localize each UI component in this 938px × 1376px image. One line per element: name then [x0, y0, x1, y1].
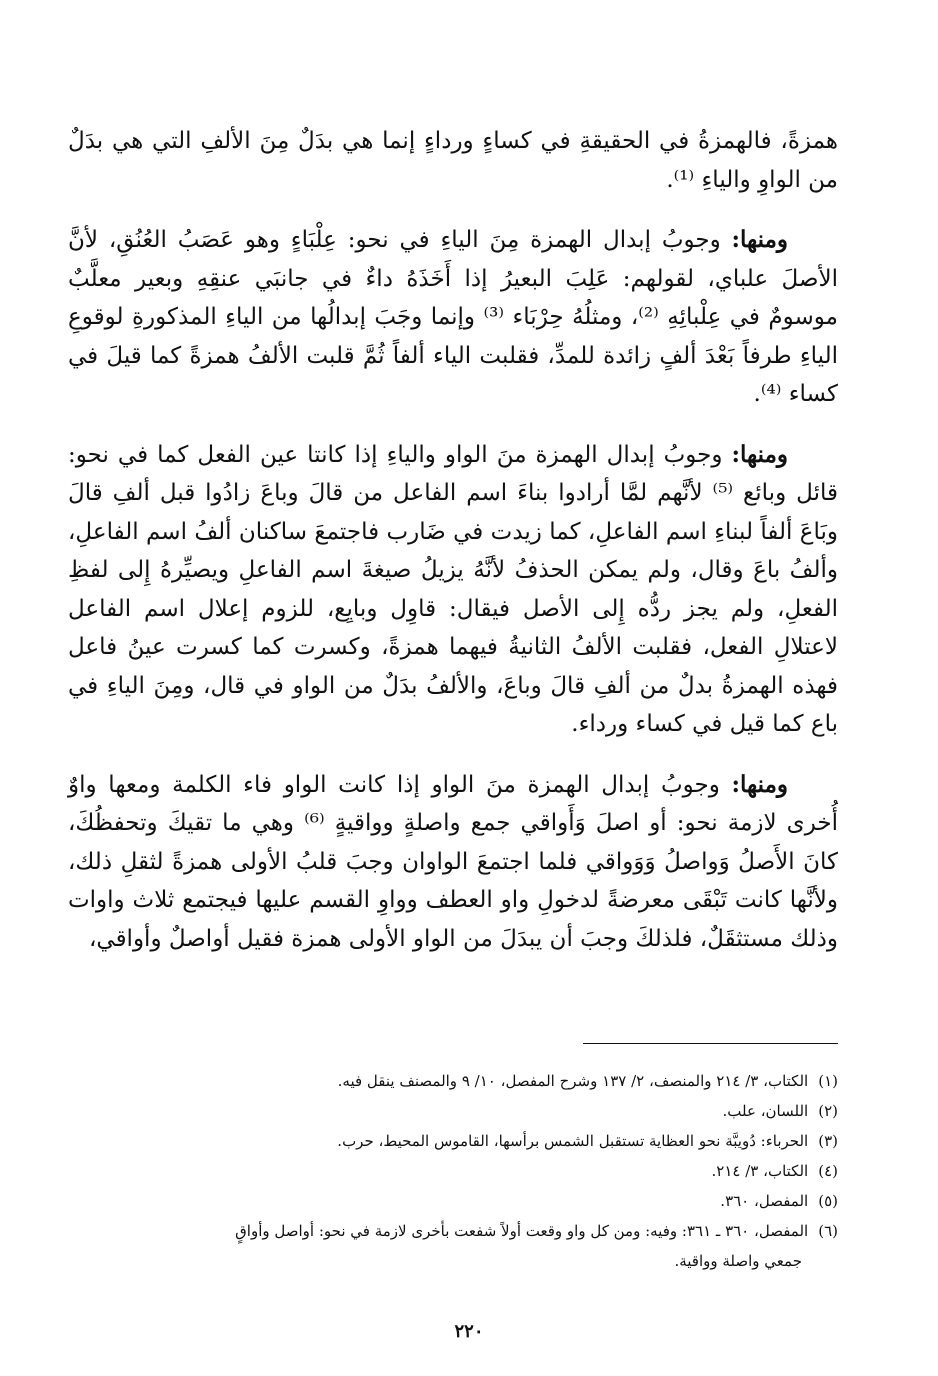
page-number: ٢٢٠	[454, 1321, 484, 1342]
footnote-5	[60, 1186, 838, 1216]
paragraph-1-text: همزةً، فالهمزةُ في الحقيقةِ في كساءٍ ورداءٍ إنما هي بدَلٌ مِنَ الألفِ التي هي بدَلٌ من الواوِ والياءِ ⁽¹⁾.	[68, 128, 838, 193]
footnote-text: الحرباء: دُويبَّة نحو العظاية تستقبل الشمس برأسها، القاموس المحيط، حرب.	[337, 1132, 809, 1150]
footnote-text: الكتاب، ٣/ ٢١٤ والمنصف، ٢/ ١٣٧ وشرح المفصل، ١٠/ ٩ والمصنف ينقل فيه.	[337, 1072, 809, 1090]
footnote-divider	[583, 1043, 838, 1044]
paragraph-3-lead: ومنها:	[731, 440, 788, 468]
footnote-6	[60, 1216, 838, 1276]
paragraph-4-lead: ومنها:	[731, 770, 788, 798]
footnote-number: (٥)	[818, 1192, 838, 1210]
footnote-4	[60, 1156, 838, 1186]
paragraph-2	[68, 221, 838, 414]
footnote-text: المفصل، ٣٦٠.	[720, 1192, 809, 1210]
footnote-text: المفصل، ٣٦٠ ـ ٣٦١: وفيه: ومن كل واو وقعت أولاً شفعت بأخرى لازمة في نحو: أواصل وأواقٍ	[235, 1222, 809, 1240]
paragraph-4-text: وجوبُ إبدال الهمزة منَ الواو إذا كانت الواو فاء الكلمة ومعها واوٌ أُخرى لازمة نحو: أو اصلَ وَأَواقي جمع واصلةٍ وواقيةٍ ⁽⁶⁾ وهي ما تقيكَ وتحفظُكَ، كانَ الأَصلُ وَواصلُ وَوَواقي فلما اجتمعَ الواوان وجبَ قلبُ الأولى همزةً لثقلِ ذلك، ولأنَّها كانت تَبْقَى معرضةً لدخولِ واو العطف وواوِ القسم عليها فيجتمع ثلاث واوات وذلك مستثقَلٌ، فلذلكَ وجبَ أن يبدَلَ من الواو الأولى همزة فقيل أواصلٌ وأواقي،	[68, 771, 838, 952]
footnote-3	[60, 1126, 838, 1156]
paragraph-2-text: وجوبُ إبدال الهمزة مِنَ الياءِ في نحو: عِلْبَاءٍ وهو عَصَبُ العُنُقِ، لأنَّ الأصلَ علباي، لقولهم: عَلِبَ البعيرُ إذا أَخَذَهُ داءٌ في جانبَي عنقِهِ وبعير معلَّبٌ موسومٌ في عِلْبائِهِ ⁽²⁾، ومثلُهُ حِرْبَاء ⁽³⁾ وإنما وجَبَ إبدالُها من الياءِ المذكورةِ لوقوعِ الياءِ طرفاً بَعْدَ ألفٍ زائدة للمدِّ، فقلبت الياء ألفاً ثُمَّ قلبت الألفُ همزةً كما قيلَ في كساء ⁽⁴⁾.	[68, 227, 838, 407]
footnote-number: (١)	[818, 1072, 838, 1090]
footnote-1	[60, 1066, 838, 1096]
footnote-number: (٦)	[818, 1222, 838, 1240]
main-text	[68, 122, 838, 980]
footnote-number: (٢)	[818, 1102, 838, 1120]
paragraph-1	[68, 122, 838, 199]
footnote-text: اللسان، علب.	[722, 1102, 809, 1120]
paragraph-3-text: وجوبُ إبدال الهمزة منَ الواو والياءِ إذا كانتا عين الفعل كما في نحو: قائل وبائع ⁽⁵⁾ لأنَّهم لمَّا أرادوا بناءَ اسم الفاعل من قالَ وباعَ زادُوا قبل ألفِ قالَ وبَاعَ ألفاً لبناءِ اسم الفاعلِ، كما زيدت في ضَارب فاجتمعَ ساكنان ألفُ اسم الفاعلِ، وألفُ باعَ وقال، ولم يمكن الحذفُ لأنَّهُ يزيلُ صيغةَ اسم الفاعلِ ويصيِّرهُ إِلى لفظِ الفعلِ، ولم يجز ردُّه إِلى الأصل فيقال: قاوِل وبايِع، للزوم إعلال اسم الفاعل لاعتلالِ الفعل، فقلبت الألفُ الثانيةُ فيهما همزةً، وكسرت كما كسرت عينُ فاعل فهذه الهمزةُ بدلٌ من ألفِ قالَ وباعَ، والألفُ بدَلٌ من الواو في قال، ومِنَ الياءِ في باع كما قيل في كساء ورداء.	[68, 441, 838, 737]
footnote-number: (٣)	[818, 1132, 838, 1150]
paragraph-3	[68, 436, 838, 744]
footnote-text: الكتاب، ٣/ ٢١٤.	[711, 1162, 809, 1180]
paragraph-2-lead: ومنها:	[731, 226, 788, 253]
footnote-2	[60, 1096, 838, 1126]
footnotes	[60, 1066, 838, 1276]
footnote-continuation: جمعي واصلة وواقية.	[674, 1252, 802, 1270]
paragraph-4	[68, 766, 838, 959]
footnote-number: (٤)	[818, 1162, 838, 1180]
